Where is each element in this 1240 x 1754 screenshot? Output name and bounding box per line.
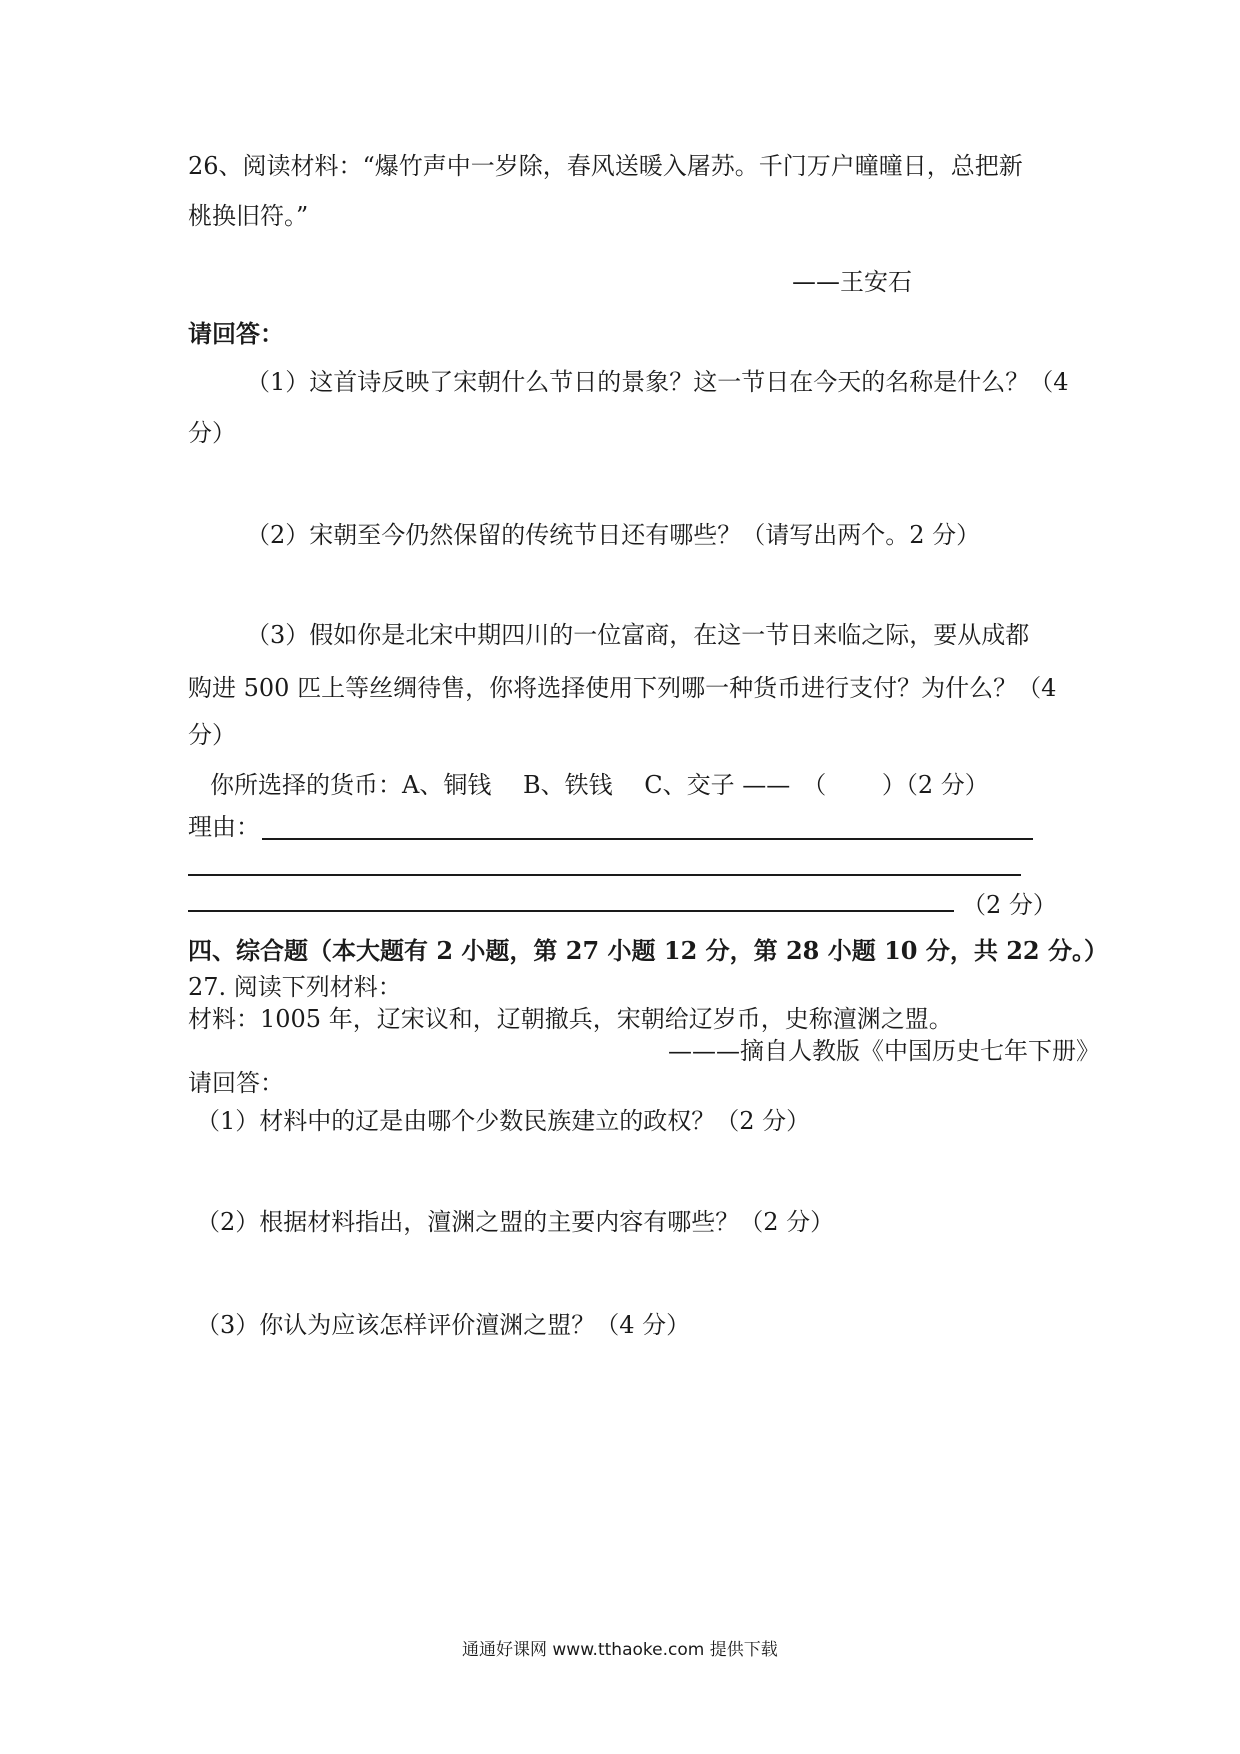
- q27-source: ———摘自人教版《中国历史七年下册》: [668, 1037, 1100, 1065]
- q26-sub3-line2: 购进 500 匹上等丝绸待售，你将选择使用下列哪一种货币进行支付？为什么？（4: [188, 674, 1057, 702]
- q27-sub1: （1）材料中的辽是由哪个少数民族建立的政权？（2 分）: [196, 1107, 811, 1135]
- q26-sub3-line1: （3）假如你是北宋中期四川的一位富商，在这一节日来临之际，要从成都: [246, 621, 1030, 649]
- q27-prompt: 请回答：: [188, 1069, 284, 1097]
- q26-currency-options: 你所选择的货币：A、铜钱 B、铁钱 C、交子 —— （ ）（2 分）: [210, 771, 989, 799]
- q26-reason-label: 理由：: [188, 813, 260, 841]
- q26-sub2: （2）宋朝至今仍然保留的传统节日还有哪些？（请写出两个。2 分）: [246, 521, 981, 549]
- q27-sub3: （3）你认为应该怎样评价澶渊之盟？（4 分）: [196, 1311, 691, 1339]
- q27-sub2: （2）根据材料指出，澶渊之盟的主要内容有哪些？（2 分）: [196, 1208, 835, 1236]
- q26-intro-line2: 桃换旧符。”: [188, 202, 309, 230]
- q26-sub1-line1: （1）这首诗反映了宋朝什么节日的景象？这一节日在今天的名称是什么？（4: [246, 368, 1069, 396]
- q26-sub1-line2: 分）: [188, 419, 236, 447]
- answer-line-1[interactable]: [262, 838, 1033, 840]
- q26-attribution: ——王安石: [792, 268, 912, 296]
- download-footer: 通通好课网 www.tthaoke.com 提供下载: [462, 1640, 778, 1660]
- q26-reason-points: （2 分）: [962, 891, 1057, 919]
- answer-line-3[interactable]: [188, 910, 954, 912]
- q26-intro-line1: 26、阅读材料：“爆竹声中一岁除，春风送暖入屠苏。千门万户曈曈日，总把新: [188, 152, 1023, 180]
- answer-line-2[interactable]: [188, 874, 1021, 876]
- q27-intro: 27. 阅读下列材料：: [188, 973, 402, 1001]
- q27-material: 材料：1005 年，辽宋议和，辽朝撤兵，宋朝给辽岁币，史称澶渊之盟。: [188, 1005, 953, 1033]
- q26-prompt: 请回答：: [188, 319, 284, 348]
- section4-heading: 四、综合题（本大题有 2 小题，第 27 小题 12 分，第 28 小题 10 分，共 22 分。）: [188, 936, 1108, 965]
- q26-sub3-line3: 分）: [188, 721, 236, 749]
